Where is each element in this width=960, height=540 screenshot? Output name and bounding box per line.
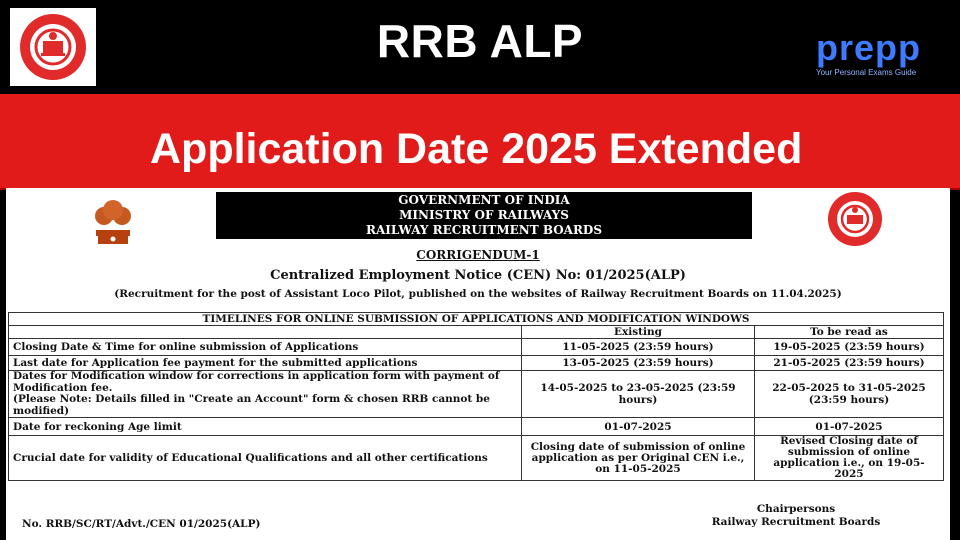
notice-document xyxy=(6,188,950,540)
headline-banner xyxy=(0,94,960,188)
row-revised: 22-05-2025 to 31-05-2025 (23:59 hours) xyxy=(755,371,944,418)
govt-line: GOVERNMENT OF INDIA xyxy=(398,193,570,207)
prepp-brand-logo[interactable] xyxy=(816,27,946,82)
cen-title: Centralized Employment Notice (CEN) No: 01/2025(ALP) xyxy=(270,268,686,283)
board-line: RAILWAY RECRUITMENT BOARDS xyxy=(365,223,602,237)
row-existing: 11-05-2025 (23:59 hours) xyxy=(522,339,755,356)
timelines-table xyxy=(8,312,944,481)
row-label: Crucial date for validity of Educational Qualifications and all other certifications xyxy=(9,436,522,481)
row-existing: 01-07-2025 xyxy=(522,418,755,436)
table-heading: TIMELINES FOR ONLINE SUBMISSION OF APPLICATIONS AND MODIFICATION WINDOWS xyxy=(9,313,944,326)
signatory-title: Chairpersons xyxy=(756,503,836,515)
col-revised: To be read as xyxy=(755,326,944,339)
row-label xyxy=(9,371,522,418)
row-label: Last date for Application fee payment for the submitted applications xyxy=(9,356,522,371)
ministry-line: MINISTRY OF RAILWAYS xyxy=(399,208,569,222)
modification-note: (Please Note: Details filled in "Create an Account" form & chosen RRB cannot be modified) xyxy=(13,393,490,417)
corrigendum-heading xyxy=(6,248,950,262)
table-row xyxy=(9,436,944,481)
modification-label: Dates for Modification window for corrections in application form with payment of Modification fee. xyxy=(13,370,500,394)
header-blank xyxy=(9,326,522,339)
table-row xyxy=(9,418,944,436)
banner-subtitle: Application Date 2025 Extended xyxy=(150,125,803,173)
table-heading-row xyxy=(9,313,944,326)
row-existing: 13-05-2025 (23:59 hours) xyxy=(522,356,755,371)
brand-tagline: Your Personal Exams Guide xyxy=(816,68,917,77)
table-row xyxy=(9,371,944,418)
row-revised: 19-05-2025 (23:59 hours) xyxy=(755,339,944,356)
col-existing: Existing xyxy=(522,326,755,339)
row-label: Closing Date & Time for online submission of Applications xyxy=(9,339,522,356)
ashoka-emblem-icon xyxy=(84,190,142,248)
row-existing: Closing date of submission of online application as per Original CEN i.e., on 11-05-2025 xyxy=(522,436,755,481)
recruitment-note: (Recruitment for the post of Assistant Loco Pilot, published on the websites of Railway Recruitment Boards on 11.04.2025) xyxy=(114,288,842,300)
top-header-bar xyxy=(0,0,960,94)
govt-header-box xyxy=(216,192,752,239)
railway-seal-right-icon xyxy=(814,190,896,248)
brand-name: prepp xyxy=(816,27,922,68)
table-row xyxy=(9,356,944,371)
reference-number: No. RRB/SC/RT/Advt./CEN 01/2025(ALP) xyxy=(22,518,261,530)
page-title: RRB ALP xyxy=(376,15,584,67)
row-existing: 14-05-2025 to 23-05-2025 (23:59 hours) xyxy=(522,371,755,418)
signatory-org: Railway Recruitment Boards xyxy=(711,516,881,528)
row-revised: 01-07-2025 xyxy=(755,418,944,436)
table-header-row xyxy=(9,326,944,339)
table-row xyxy=(9,339,944,356)
corrigendum-text: CORRIGENDUM-1 xyxy=(416,248,540,262)
signatory-block xyxy=(696,503,896,529)
row-label: Date for reckoning Age limit xyxy=(9,418,522,436)
row-revised: 21-05-2025 (23:59 hours) xyxy=(755,356,944,371)
row-revised: Revised Closing date of submission of online application i.e., on 19-05-2025 xyxy=(755,436,944,481)
